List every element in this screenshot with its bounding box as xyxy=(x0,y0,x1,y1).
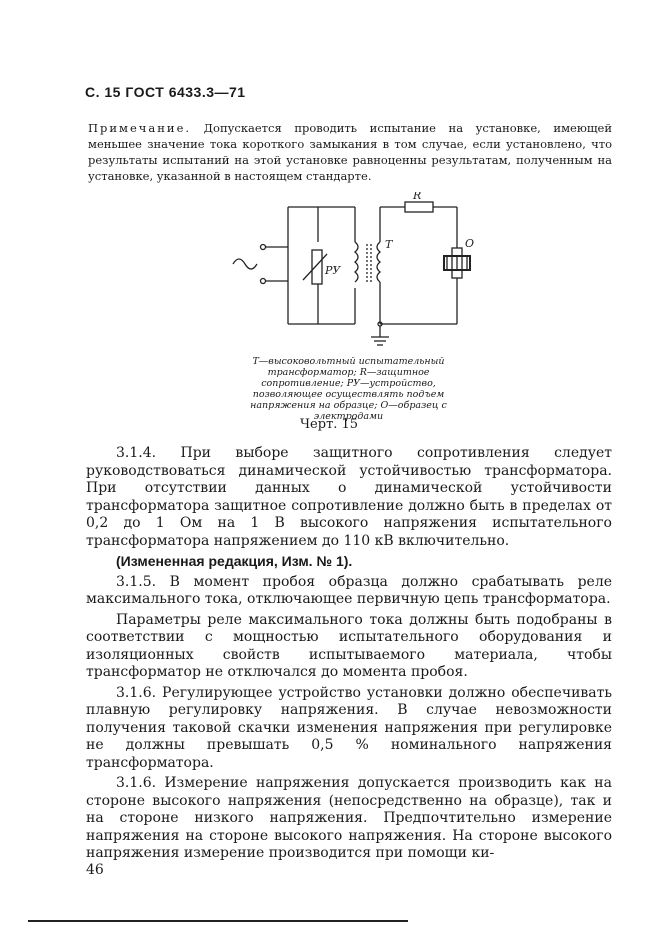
protective-resistor xyxy=(405,202,433,212)
terminal-top xyxy=(261,245,266,250)
note-text: Допускается проводить испытание на установке, имеющей меньшее значение тока короткого замыкания в том случае, если установлено, что результаты испытаний на этой установке равноценны результатам, полученным на установке, указанной в настоящем стандарте. xyxy=(88,121,612,183)
page-number: 46 xyxy=(86,862,104,878)
bottom-rule xyxy=(28,920,408,922)
label-R: R xyxy=(413,192,422,202)
paragraph: 3.1.5. В момент пробоя образца должно срабатывать реле максимального тока, отключающее первичную цепь трансформатора. xyxy=(86,573,612,607)
label-PY: РУ xyxy=(325,264,341,277)
note-paragraph xyxy=(88,120,612,184)
terminal-bottom xyxy=(261,279,266,284)
figure-title: Черт. 15 xyxy=(300,417,359,432)
paragraph: 3.1.4. При выборе защитного сопротивления следует руководствоваться динамической устойчивостью трансформатора. При отсутствии данных о динамической устойчивости трансформатора защитное сопротивление должно быть в пределах от 0,2 до 1 Ом на 1 В высокого напряжения испытательного трансформатора напряжением до 110 кВ включительно. xyxy=(86,445,612,549)
paragraph: 3.1.6. Регулирующее устройство установки должно обеспечивать плавную регулировку напряжения. В случае невозможности получения таковой скачки изменения напряжения при регулировке не должны превышать 0,5 % номинального напряжения трансформатора. xyxy=(86,684,612,771)
electrode-bottom xyxy=(452,270,462,278)
regulator-resistor xyxy=(312,250,322,284)
note-lead: Примечание. xyxy=(88,121,192,135)
paragraph: 3.1.6. Измерение напряжения допускается производить как на стороне высокого напряжения (непосредственно на образце), так и на стороне низкого напряжения. Предпочтительно измерение напряжения на стороне высокого напряжения. На стороне высокого напряжения измерение производится при помощи ки- xyxy=(86,775,612,861)
figure-caption: Т—высоковольтный испытательный трансформатор; R—защитное сопротивление; РУ—устройство, позволяющее осуществлять подъем напряжения на образце; О—образец с электродами xyxy=(250,356,447,422)
transformer-secondary-coil xyxy=(377,242,380,282)
body-text xyxy=(86,445,612,863)
transformer-primary-coil xyxy=(355,242,358,282)
paragraph-amendment: (Измененная редакция, Изм. № 1). xyxy=(116,553,353,569)
ground-icon xyxy=(371,326,389,345)
label-O: О xyxy=(465,237,475,250)
label-T: T xyxy=(385,238,393,251)
circuit-diagram xyxy=(225,192,485,352)
paragraph: Параметры реле максимального тока должны быть подобраны в соответствии с мощностью испытательного оборудования и изоляционных свойств испытываемого материала, чтобы трансформатор не отключался до момента пробоя. xyxy=(86,611,612,680)
electrode-top xyxy=(452,248,462,256)
page-header: С. 15 ГОСТ 6433.3—71 xyxy=(85,84,246,100)
ac-source-icon xyxy=(233,259,257,269)
